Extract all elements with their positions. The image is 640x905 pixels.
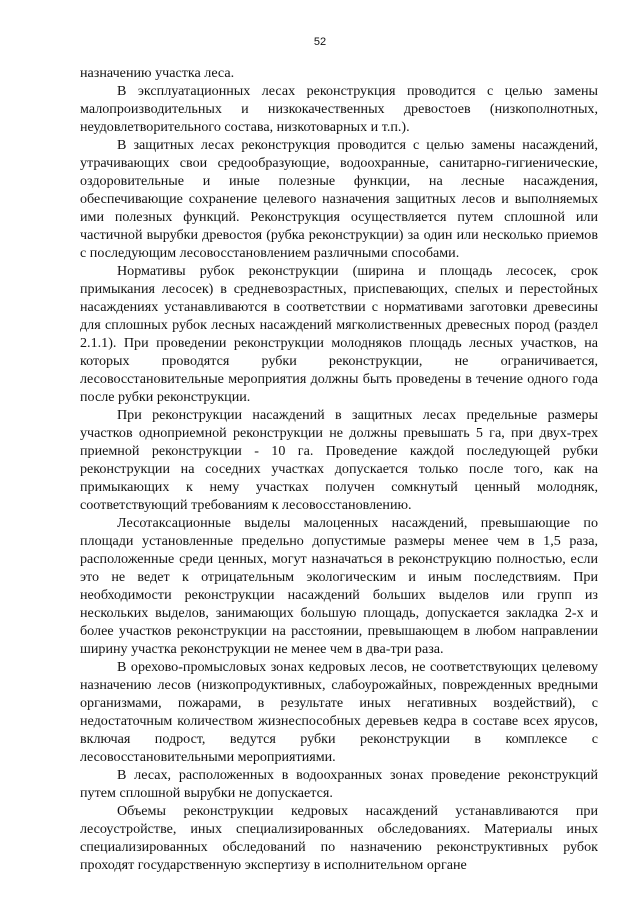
paragraph: В защитных лесах реконструкция проводится с целью замены насаждений, утрачивающих свои средообразующие, водоохранные, санитарно-гигиенические, оздоровительные и иные полезные функции, на лесные насаждения, обеспечивающие сохранение целевого назначения защитных лесов и выполняемых ими полезных функций. Реконструкция осуществляется путем сплошной или частичной вырубки древостоя (рубка реконструкции) за один или несколько приемов с последующим лесовосстановлением различными способами. bbox=[80, 137, 598, 261]
paragraph: В эксплуатационных лесах реконструкция проводится с целью замены малопроизводительных и низкокачественных древостоев (низкополнотных, неудовлетворительного состава, низкотоварных и т.п.). bbox=[80, 83, 598, 135]
paragraph: При реконструкции насаждений в защитных лесах предельные размеры участков одноприемной реконструкции не должны превышать 5 га, при двух-трех приемной реконструкции - 10 га. Проведение каждой последующей рубки реконструкции на соседних участках допускается только после того, как на примыкающих к нему участках получен сомкнутый ценный молодняк, соответствующий требованиям к лесовосстановлению. bbox=[80, 407, 598, 513]
paragraph: В лесах, расположенных в водоохранных зонах проведение реконструкций путем сплошной вырубки не допускается. bbox=[80, 767, 598, 801]
paragraph: Лесотаксационные выделы малоценных насаждений, превышающие по площади установленные предельно допустимые размеры менее чем в 1,5 раза, расположенные среди ценных, могут назначаться в реконструкцию полностью, если это не ведет к отрицательным экологическим и иным последствиям. При необходимости реконструкции насаждений больших выделов или групп из нескольких выделов, занимающих большую площадь, допускается закладка 2-х и более участков реконструкции на расстоянии, превышающем в любом направлении ширину участка реконструкции не менее чем в два-три раза. bbox=[80, 515, 598, 657]
paragraph: Объемы реконструкции кедровых насаждений устанавливаются при лесоустройстве, иных специализированных обследованиях. Материалы иных специализированных обследований по назначению реконструктивных рубок проходят государственную экспертизу в исполнительном органе bbox=[80, 803, 598, 873]
paragraph: Нормативы рубок реконструкции (ширина и площадь лесосек, срок примыкания лесосек) в средневозрастных, приспевающих, спелых и перестойных насаждениях устанавливаются в соответствии с нормативами заготовки древесины для сплошных рубок лесных насаждений мягколиственных древесных пород (раздел 2.1.1). При проведении реконструкции молодняков площадь лесных участков, на которых проводятся рубки реконструкции, не ограничивается, лесовосстановительные мероприятия должны быть проведены в течение одного года после рубки реконструкции. bbox=[80, 263, 598, 405]
paragraph: В орехово-промысловых зонах кедровых лесов, не соответствующих целевому назначению лесов (низкопродуктивных, слабоурожайных, поврежденных вредными организмами, пожарами, в результате иных негативных воздействий), с недостаточным количеством жизнеспособных деревьев кедра в составе всех ярусов, включая подрост, ведутся рубки реконструкции в комплексе с лесовосстановительными мероприятиями. bbox=[80, 659, 598, 765]
document-body bbox=[80, 64, 598, 874]
page-number: 52 bbox=[313, 36, 327, 48]
paragraph: назначению участка леса. bbox=[80, 65, 235, 81]
